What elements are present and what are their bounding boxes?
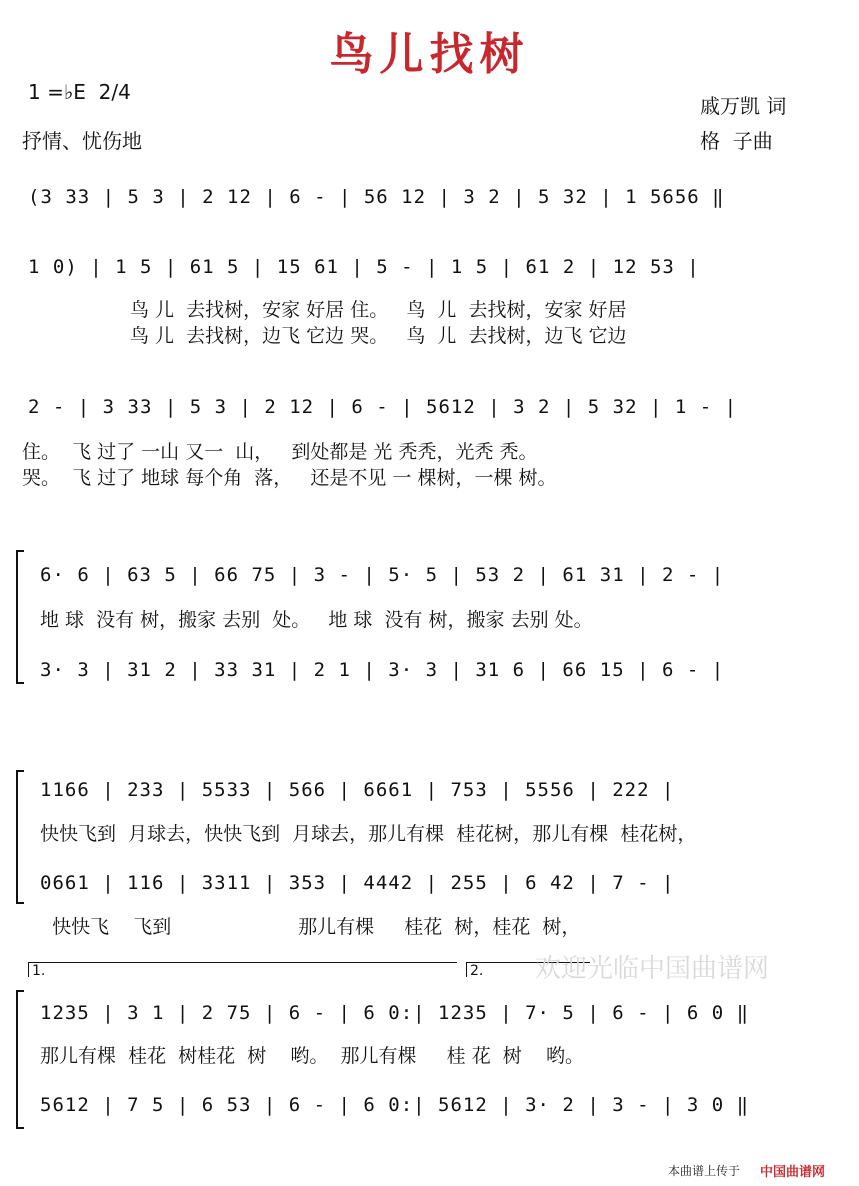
- lyric-line: 地 球 没有 树，搬家 去别 处。 地 球 没有 树，搬家 去别 处。: [40, 609, 593, 631]
- lyricist: 戚万凯 词: [700, 94, 787, 118]
- lyric-line: 那儿有棵 桂花 树桂花 树 哟。 那儿有棵 桂 花 树 哟。: [40, 1045, 584, 1067]
- song-title: 鸟儿找树: [329, 29, 530, 80]
- system-brace: [16, 550, 24, 684]
- tempo-marking: 抒情、忧伤地: [22, 129, 142, 153]
- lyric-line: 哭。 飞 过了 地球 每个角 落， 还是不见 一 棵树，一棵 树。: [22, 467, 557, 489]
- score-system-3: 2 - | 3 33 | 5 3 | 2 12 | 6 - | 5612 | 3 2 | 5 32 | 1 - |: [28, 396, 738, 418]
- score-system-6-upper: 1235 | 3 1 | 2 75 | 6 - | 6 0:| 1235 | 7· 5 | 6 - | 6 0 ‖: [40, 1002, 750, 1024]
- lyric-line: 鸟 儿 去找树，安家 好居 住。 鸟 儿 去找树，安家 好居: [130, 299, 627, 321]
- composer: 格 子曲: [700, 129, 773, 153]
- score-system-2: 1 0) | 1 5 | 61 5 | 15 61 | 5 - | 1 5 | 61 2 | 12 53 |: [28, 256, 700, 278]
- volta-2: 2.: [466, 962, 590, 977]
- score-system-5-upper: 1166 | 233 | 5533 | 566 | 6661 | 753 | 5556 | 222 |: [40, 779, 675, 801]
- score-system-5-lower: 0661 | 116 | 3311 | 353 | 4442 | 255 | 6 42 | 7 - |: [40, 872, 675, 894]
- score-system-6-lower: 5612 | 7 5 | 6 53 | 6 - | 6 0:| 5612 | 3· 2 | 3 - | 3 0 ‖: [40, 1094, 750, 1116]
- site-logo[interactable]: 中国曲谱网: [760, 1165, 826, 1180]
- footer-upload-note: 本曲谱上传于: [668, 1164, 741, 1178]
- volta-1: 1.: [28, 962, 457, 977]
- score-system-4-lower: 3· 3 | 31 2 | 33 31 | 2 1 | 3· 3 | 31 6 | 66 15 | 6 - |: [40, 659, 725, 681]
- system-brace: [16, 990, 24, 1129]
- key-signature: 1 =♭E 2/4: [28, 80, 131, 104]
- lyric-line: 快快飞到 月球去，快快飞到 月球去，那儿有棵 桂花树，那儿有棵 桂花树，: [40, 823, 697, 845]
- lyric-line: 鸟 儿 去找树，边飞 它边 哭。 鸟 儿 去找树，边飞 它边: [130, 325, 627, 347]
- watermark-text: 欢迎光临中国曲谱网: [535, 954, 770, 984]
- lyric-line: 快快飞 飞到 那儿有棵 桂花 树，桂花 树，: [40, 916, 581, 938]
- score-system-1: (3 33 | 5 3 | 2 12 | 6 - | 56 12 | 3 2 | 5 32 | 1 5656 ‖: [28, 186, 725, 208]
- system-brace: [16, 770, 24, 904]
- lyric-line: 住。 飞 过了 一山 又一 山， 到处都是 光 秃秃，光秃 秃。: [22, 441, 538, 463]
- score-system-4-upper: 6· 6 | 63 5 | 66 75 | 3 - | 5· 5 | 53 2 | 61 31 | 2 - |: [40, 564, 725, 586]
